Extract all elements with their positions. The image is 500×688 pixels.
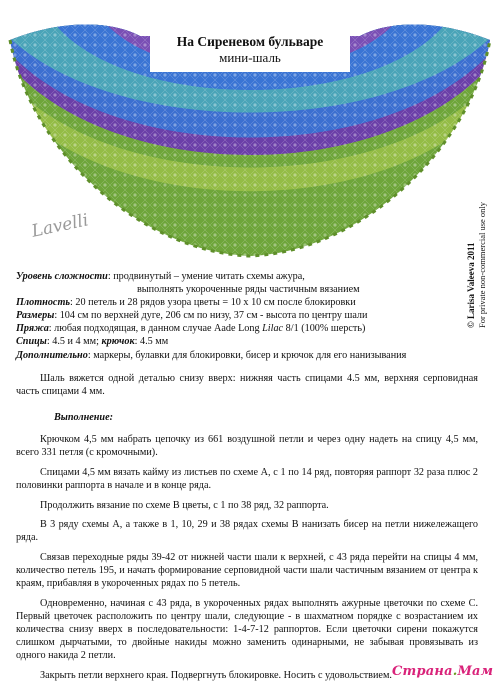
spec-needles: Спицы: 4.5 и 4 мм; крючок: 4.5 мм (16, 336, 169, 348)
section-heading: Выполнение: (54, 412, 114, 424)
step-paragraph: Связав переходные ряды 39-42 от нижней части шали к верхней, с 43 ряда перейти на спицы 4 мм, количество петель 195, и начать формирование серповидной части шали частичным вязанием от центра к краям, прибавляя в укороченных рядах по 5 петель. (16, 551, 478, 590)
step-paragraph: Спицами 4,5 мм вязать кайму из листьев по схеме А, с 1 по 14 ряд, повторяя раппорт 32 раза плюс 2 половинки раппорта в начале и в конце ряда. (16, 466, 478, 492)
site-logo: Страна.Мам (392, 664, 494, 679)
spec-level-cont: выполнять укороченные ряды частичным вязанием (137, 284, 360, 296)
step-paragraph: В 3 ряду схемы А, а также в 1, 10, 29 и 38 рядах схемы В нанизать бисер на петли нижележащего ряда. (16, 519, 478, 544)
instructions (16, 372, 478, 688)
step-paragraph: Одновременно, начиная с 43 ряда, в укороченных рядах выполнять ажурные цветочки по схеме С. Первый цветочек расположить по центру шали, следующие - в шахматном порядке с возрастанием их количества снизу вверх в последовательности: 1-4-7-12 раппортов. Если цветочки сирени покажутся слишком дырчатыми, то двойные накиды можно заменить одинарными, не забывая провязывать из одного накида 2 петли. (16, 597, 478, 662)
spec-extra: Дополнительно: маркеры, булавки для блокировки, бисер и крючок для его нанизывания (16, 349, 407, 361)
spec-yarn: Пряжа: любая подходящая, в данном случае Aade Long Lilac 8/1 (100% шерсть) (16, 323, 366, 335)
spec-density: Плотность: 20 петель и 28 рядов узора цветы = 10 х 10 см после блокировки (16, 297, 356, 309)
pattern-title (150, 34, 350, 66)
copyright-line: © Larisa Valeeva 2011 (466, 242, 476, 328)
designer-signature: Lavelli (29, 210, 91, 242)
step-paragraph: Крючком 4,5 мм набрать цепочку из 661 воздушной петли и через одну надеть на спицу 4,5 мм, всего 331 петля (с кромочными). (16, 434, 478, 459)
title-main: На Сиреневом бульваре (176, 34, 324, 49)
spec-size: Размеры: 104 см по верхней дуге, 206 см по низу, 37 см - высота по центру шали (16, 310, 368, 322)
specs-block (16, 270, 476, 362)
intro-paragraph: Шаль вяжется одной деталью снизу вверх: нижняя часть спицами 4.5 мм, верхняя серповидная часть спицами 4 мм. (16, 373, 478, 398)
spec-level: Уровень сложности: продвинутый – умение читать схемы ажура, (16, 271, 305, 282)
usage-line: For private non-commercial use only (477, 201, 487, 328)
step-paragraph: Продолжить вязание по схеме В цветы, с 1 по 38 ряд, 32 раппорта. (40, 499, 329, 511)
title-sub: мини-шаль (219, 50, 281, 65)
step-paragraph: Закрыть петли верхнего края. Подвергнуть блокировке. Носить с удовольствием. (40, 669, 392, 681)
